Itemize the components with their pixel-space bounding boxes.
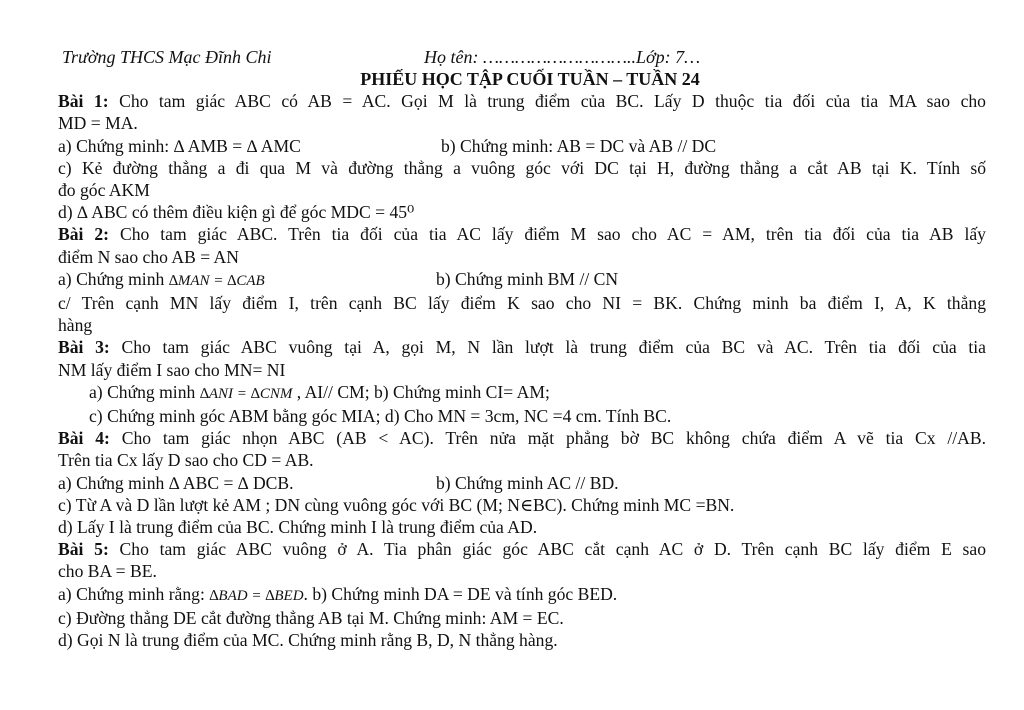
b2-part-b: b) Chứng minh BM // CN bbox=[436, 268, 619, 289]
b2-part-a bbox=[58, 268, 436, 292]
b1-part-c-2: đo góc AKM bbox=[58, 180, 150, 201]
b3-part-a-text: a) Chứng minh bbox=[89, 381, 200, 402]
b1-parts-ab bbox=[58, 135, 986, 157]
b5-line-2: cho BA = BE. bbox=[58, 561, 157, 582]
b5-part-d: d) Gọi N là trung điểm của MC. Chứng minh rằng B, D, N thẳng hàng. bbox=[58, 630, 558, 651]
b2-text-1: Cho tam giác ABC. Trên tia đối của tia AC lấy điểm M sao cho AC = AM, trên tia đối của tia AB lấy bbox=[119, 224, 986, 245]
b1-part-d: d) ∆ ABC có thêm điều kiện gì để góc MDC = 45⁰ bbox=[58, 202, 415, 223]
header bbox=[58, 46, 986, 68]
b1-part-c-1: c) Kẻ đường thẳng a đi qua M và đường thẳng a vuông góc với DC tại H, đường thẳng a cắt AB tại K. Tính số bbox=[58, 157, 986, 178]
b2-part-c-2: hàng bbox=[58, 315, 93, 336]
b3-parts-ab bbox=[58, 381, 986, 405]
b4-text-1: Cho tam giác nhọn ABC (AB < AC). Trên nửa mặt phẳng bờ BC không chứa điểm A vẽ tia Cx //AB. bbox=[121, 428, 986, 449]
b4-line-1 bbox=[58, 427, 986, 449]
b1-part-a: a) Chứng minh: ∆ AMB = ∆ AMC bbox=[58, 135, 301, 156]
b5-text-1: Cho tam giác ABC vuông ở A. Tia phân giác góc ABC cắt cạnh AC ở D. Trên cạnh BC lấy điểm E sao bbox=[119, 539, 986, 560]
b5-line-1 bbox=[58, 538, 986, 560]
b1-part-b: b) Chứng minh: AB = DC và AB // DC bbox=[441, 135, 717, 156]
b5-part-a-math: ∆BAD = ∆BED bbox=[209, 587, 304, 604]
b3-label: Bài 3: bbox=[58, 337, 110, 358]
b4-line-2: Trên tia Cx lấy D sao cho CD = AB. bbox=[58, 450, 314, 471]
b4-part-a: a) Chứng minh ∆ ABC = ∆ DCB. bbox=[58, 472, 294, 493]
b3-parts-cd: c) Chứng minh góc ABM bằng góc MIA; d) Cho MN = 3cm, NC =4 cm. Tính BC. bbox=[89, 406, 672, 427]
b5-part-c: c) Đường thẳng DE cắt đường thẳng AB tại M. Chứng minh: AM = EC. bbox=[58, 607, 564, 628]
b5-parts-ab bbox=[58, 583, 986, 607]
name-class-field: Họ tên: ………………………..Lớp: 7… bbox=[424, 47, 701, 67]
b3-line-2: NM lấy điểm I sao cho MN= NI bbox=[58, 359, 286, 380]
b4-parts-ab bbox=[58, 472, 986, 494]
b3-line-1 bbox=[58, 336, 986, 358]
b1-line-1 bbox=[58, 90, 986, 112]
b3-part-ab-rest: , AI// CM; b) Chứng minh CI= AM; bbox=[292, 381, 550, 402]
b4-label: Bài 4: bbox=[58, 428, 110, 449]
worksheet-title: PHIẾU HỌC TẬP CUỐI TUẦN – TUẦN 24 bbox=[360, 69, 700, 89]
b2-part-a-text: a) Chứng minh bbox=[58, 268, 169, 289]
b4-part-d: d) Lấy I là trung điểm của BC. Chứng minh I là trung điểm của AD. bbox=[58, 517, 538, 538]
b2-line-2: điểm N sao cho AB = AN bbox=[58, 246, 239, 267]
b1-label: Bài 1: bbox=[58, 91, 109, 112]
b4-part-c: c) Từ A và D lần lượt kẻ AM ; DN cùng vuông góc với BC (M; N∈BC). Chứng minh MC =BN. bbox=[58, 494, 735, 515]
b4-part-b: b) Chứng minh AC // BD. bbox=[436, 472, 619, 493]
b5-label: Bài 5: bbox=[58, 539, 109, 560]
b1-text-1: Cho tam giác ABC có AB = AC. Gọi M là trung điểm của BC. Lấy D thuộc tia đối của tia MA sao cho bbox=[119, 91, 986, 112]
b5-part-a-text: a) Chứng minh rằng: bbox=[58, 583, 210, 604]
b2-part-c-1: c/ Trên cạnh MN lấy điểm I, trên cạnh BC lấy điểm K sao cho NI = BK. Chứng minh ba điểm I, A, K thẳng bbox=[58, 293, 986, 314]
b2-line-1 bbox=[58, 223, 986, 245]
school-name: Trường THCS Mạc Đĩnh Chi bbox=[62, 47, 272, 67]
b1-line-2: MD = MA. bbox=[58, 113, 138, 134]
b3-part-a-math: ∆ANI = ∆CNM bbox=[199, 385, 293, 402]
b2-label: Bài 2: bbox=[58, 224, 110, 245]
b2-part-a-math: ∆MAN = ∆CAB bbox=[168, 272, 265, 289]
b2-parts-ab bbox=[58, 268, 986, 292]
b5-part-ab-rest: . b) Chứng minh DA = DE và tính góc BED. bbox=[303, 583, 618, 604]
b3-text-1: Cho tam giác ABC vuông tại A, gọi M, N lần lượt là trung điểm của BC và AC. Trên tia đối của tia bbox=[121, 337, 986, 358]
